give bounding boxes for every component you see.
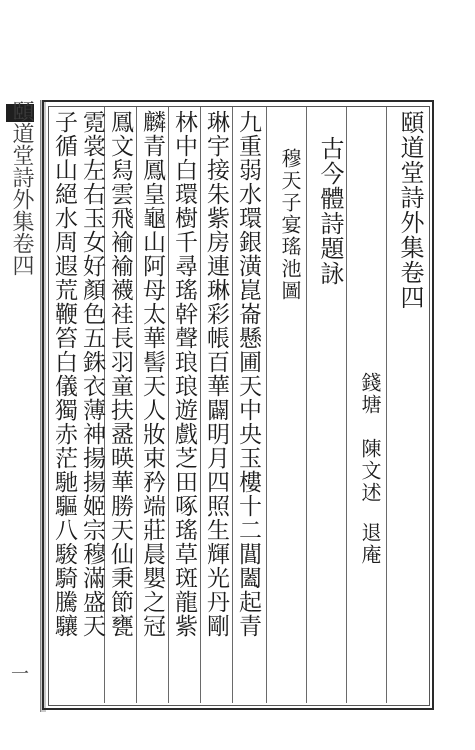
poem-line: 霓裳左右玉女好顏色五銖衣薄神揚揚姬宗穆滿盛天 — [79, 110, 105, 638]
fold-margin-title: 頤道堂詩外集卷四 — [2, 100, 41, 712]
poem-line: 九重弱水環銀潢崑崙懸圃天中央玉樓十二閶闔起青 — [235, 110, 261, 638]
poem-line: 林中白環樹千尋瑤幹聲琅琅遊戲芝田啄瑤草斑龍紫 — [171, 110, 197, 638]
poem-line: 子循山絕水周遐荒鞭笞白儀獨赤茫馳驅八駿騎騰驤 — [51, 110, 77, 638]
book-title: 頤道堂詩外集卷四 — [396, 110, 424, 310]
poem-line: 琳宇接朱紫房連琳彩帳百華闢明月四照生輝光丹剛 — [203, 110, 229, 638]
author-style: 退庵 — [358, 522, 382, 566]
author-line — [352, 372, 388, 692]
author-place: 錢塘 — [358, 372, 382, 416]
author-name: 陳文述 — [358, 438, 382, 504]
poem-line: 鳳文舄雲飛褕褕襪袿長羽童扶盝暎華勝天仙秉節甕 — [107, 110, 133, 638]
section-title: 古今體詩題詠 — [316, 136, 344, 286]
column-rule — [266, 107, 267, 703]
poem-title: 穆天子宴瑤池圖 — [278, 148, 302, 302]
poem-line: 麟青鳳皇龜山阿母太華髻天人妝束矜端莊晨嬰之冠 — [139, 110, 165, 638]
fold-margin-page-number: 一 — [11, 664, 29, 685]
